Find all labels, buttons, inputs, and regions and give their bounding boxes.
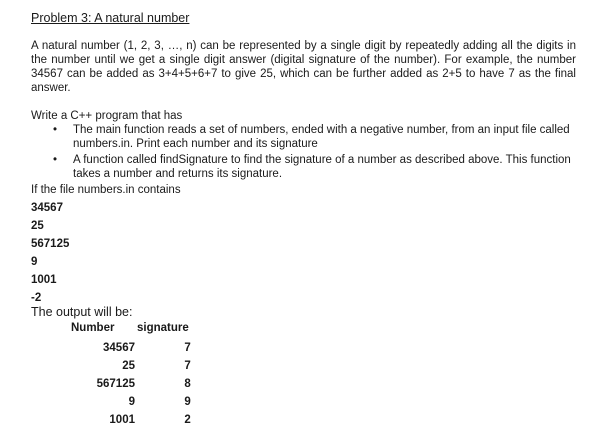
table-row (71, 357, 191, 375)
signature-cell: 9 (184, 396, 191, 408)
requirement-item (31, 123, 576, 151)
requirement-item (31, 153, 576, 181)
requirements-list (31, 123, 576, 181)
signature-cell: 7 (184, 342, 191, 354)
requirement-text: A function called findSignature to find the signature of a number as described above. This function takes a number and returns its signature. (73, 154, 571, 180)
task-intro: Write a C++ program that has (31, 110, 183, 122)
problem-title: Problem 3: A natural number (31, 11, 190, 25)
table-row (71, 393, 191, 411)
output-table (71, 320, 191, 429)
input-value: 567125 (31, 238, 70, 250)
table-row (71, 375, 191, 393)
intro-paragraph: A natural number (1, 2, 3, …, n) can be represented by a single digit by repeatedly adding all the digits in the number until we get a single digit answer (digital signature of the number). For example, the number 34567 can be added as 3+4+5+6+7 to give 25, which can be further added as 2+5 to have 7 as the final answer. (31, 40, 576, 94)
input-value: 9 (31, 256, 38, 268)
document-page (31, 10, 576, 429)
number-cell: 1001 (109, 414, 135, 426)
column-header-signature: signature (137, 322, 189, 334)
requirement-text: The main function reads a set of numbers, ended with a negative number, from an input file called numbers.in. Print each number and its signature (73, 124, 570, 150)
table-row (71, 411, 191, 429)
input-value: 1001 (31, 274, 57, 286)
number-cell: 9 (128, 396, 135, 408)
column-header-number: Number (71, 322, 115, 334)
signature-cell: 2 (184, 414, 191, 426)
signature-cell: 8 (184, 378, 191, 390)
input-file-values (31, 199, 576, 307)
number-cell: 34567 (103, 342, 135, 354)
input-value: 34567 (31, 202, 63, 214)
input-value: -2 (31, 292, 42, 304)
output-label: The output will be: (31, 305, 133, 319)
signature-cell: 7 (184, 360, 191, 372)
bullet-icon: • (53, 124, 58, 136)
output-header-row (71, 320, 191, 339)
number-cell: 25 (122, 360, 135, 372)
input-value: 25 (31, 220, 44, 232)
bullet-icon: • (53, 154, 58, 166)
table-row (71, 339, 191, 357)
file-contains-label: If the file numbers.in contains (31, 184, 181, 196)
number-cell: 567125 (96, 378, 135, 390)
